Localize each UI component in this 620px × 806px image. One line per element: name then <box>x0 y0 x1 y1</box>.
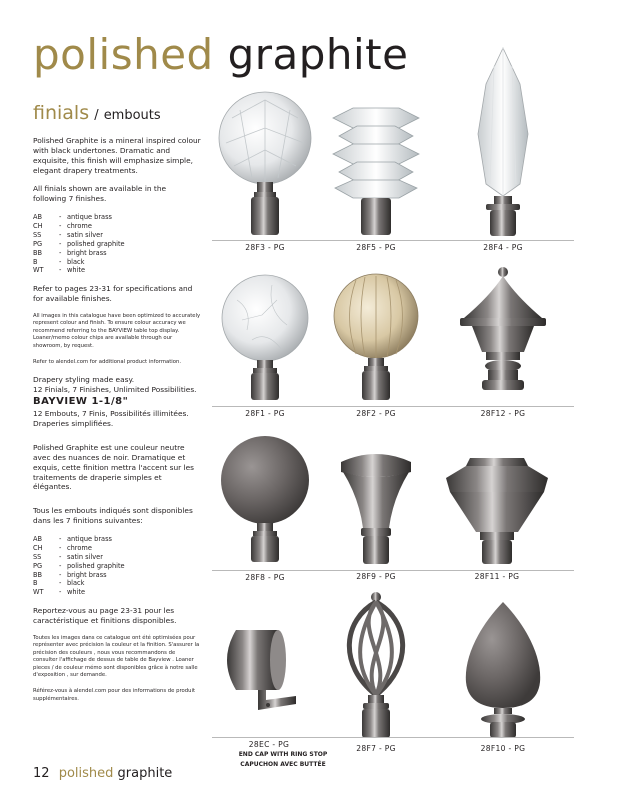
bell-cap-finial-image <box>323 448 429 566</box>
finish-row: BB - bright brass <box>33 570 107 579</box>
crystal-teardrop-finial-image <box>450 44 556 240</box>
product-28f3 <box>212 88 318 258</box>
spiral-cage-finial-image <box>323 590 429 740</box>
finish-list-fr <box>33 535 201 597</box>
finish-row: WT - white <box>33 588 86 597</box>
page-title <box>33 30 409 79</box>
intro-fr: Polished Graphite est une couleur neutre avec des nuances de noir. Dramatique et exquis, cette finition mettra l'accent sur les traitements de draperie simples et élégantes. <box>33 443 195 492</box>
availability-fr: Tous les embouts indiqués sont disponibles dans les 7 finitions suivantes: <box>33 506 193 526</box>
title-word-graphite: graphite <box>227 30 409 79</box>
title-word-polished: polished <box>33 30 214 79</box>
product-28f8 <box>212 430 318 585</box>
tagline-line2: 12 Finials, 7 Finishes, Unlimited Possibilities. <box>33 385 197 395</box>
finish-row: CH - chrome <box>33 221 92 230</box>
product-28f5 <box>323 88 429 258</box>
refer-web-en: Refer to alendel.com for additional product information. <box>33 359 182 366</box>
product-code: 28F9 - PG <box>356 572 396 581</box>
crackle-glass-ball-finial-image <box>212 270 318 402</box>
ribbed-amber-glass-finial-image <box>323 270 429 402</box>
graphite-ball-finial-image <box>212 430 318 566</box>
tagline-fr-line1: 12 Embouts, 7 Finis, Possibilités illimitées. <box>33 409 189 419</box>
finish-row: WT - white <box>33 266 86 275</box>
row-divider <box>212 240 574 241</box>
finish-row: BB - bright brass <box>33 248 107 257</box>
finish-row: CH - chrome <box>33 543 92 552</box>
product-desc-fr: CAPUCHON AVEC BUTTÉE <box>240 761 326 768</box>
refer-en: Refer to pages 23-31 for specifications and for available finishes. <box>33 284 193 304</box>
product-28f11 <box>440 448 554 585</box>
fine-print-en: All images in this catalogue have been optimized to accurately represent colour and finish. To ensure colour accuracy we recommend referring to the BAYVIEW table top display. Loaner/memo colour chips are available through our showroom, by request. <box>33 312 201 349</box>
row-divider <box>212 570 574 571</box>
tagline-line1: Drapery styling made easy. <box>33 375 135 385</box>
product-28f7 <box>323 590 429 760</box>
product-code: 28F1 - PG <box>245 409 285 418</box>
finish-row: B - black <box>33 579 85 588</box>
page-footer <box>33 766 172 781</box>
availability-en: All finials shown are available in the following 7 finishes. <box>33 184 167 204</box>
footer-word-polished: polished <box>58 766 114 781</box>
subtitle-separator: / <box>94 108 99 123</box>
product-code: 28F10 - PG <box>480 744 526 753</box>
product-code: 28F12 - PG <box>480 409 526 418</box>
product-28f1 <box>212 270 318 420</box>
refer-web-fr: Référez-vous à alendel.com pour des informations de produit supplémentaires. <box>33 688 196 702</box>
product-code: 28F7 - PG <box>356 744 396 753</box>
tagline-fr-line2: Draperies simplifiées. <box>33 419 114 429</box>
finish-row: PG - polished graphite <box>33 561 125 570</box>
metal-urn-finial-image <box>450 266 556 402</box>
subtitle-embouts: embouts <box>103 108 161 123</box>
product-code: 28F2 - PG <box>356 409 396 418</box>
stacked-crystal-finial-image <box>323 88 429 238</box>
refer-fr: Reportez-vous au page 23-31 pour les caractéristique et finitions disponibles. <box>33 606 177 626</box>
product-desc-en: END CAP WITH RING STOP <box>238 751 328 758</box>
product-28f2 <box>323 270 429 420</box>
left-text-column <box>33 136 201 712</box>
product-code: 28F11 - PG <box>474 572 520 581</box>
footer-word-graphite: graphite <box>117 766 173 781</box>
product-28f10 <box>450 598 556 760</box>
square-pyramid-finial-image <box>440 448 554 566</box>
finish-row: AB - antique brass <box>33 213 112 222</box>
subtitle-finials: finials <box>33 102 90 124</box>
section-subtitle <box>33 104 161 123</box>
fine-print-fr: Toutes les images dans ce catalogue ont été optimisées pour représenter avec précision la couleur et la finition. S'assurer la précision des couleurs , nous vous recommandons de consulter l'affichage de dessus de table de Bayview . Loaner pieces / de couleur mémo sont disponibles grâce à notre salle d'exposition , sur demande. <box>33 634 200 678</box>
row-divider <box>212 737 574 738</box>
faceted-crystal-ball-finial-image <box>212 88 318 238</box>
product-28f4 <box>450 44 556 258</box>
finish-row: PG - polished graphite <box>33 239 125 248</box>
product-code: 28F5 - PG <box>356 243 396 252</box>
graphite-teardrop-finial-image <box>450 598 556 740</box>
finish-row: B - black <box>33 257 85 266</box>
finish-row: SS - satin silver <box>33 230 103 239</box>
intro-en: Polished Graphite is a mineral inspired colour with black undertones. Dramatic and exquisite, this finish will emphasize simple, elegant drapery treatments. <box>33 136 201 175</box>
row-divider <box>212 406 574 407</box>
finish-list-en <box>33 213 201 275</box>
end-cap-ring-stop-image <box>206 600 312 730</box>
product-code: 28F3 - PG <box>245 243 285 252</box>
product-code: 28F8 - PG <box>245 573 285 582</box>
finish-row: AB - antique brass <box>33 535 112 543</box>
product-28f9 <box>323 448 429 585</box>
product-28f12 <box>450 266 556 420</box>
page-number: 12 <box>33 766 50 781</box>
product-code: 28F4 - PG <box>483 243 523 252</box>
bayview-heading: BAYVIEW 1-1/8" <box>33 396 129 408</box>
product-code: 28EC - PG <box>248 740 290 749</box>
finish-row: SS - satin silver <box>33 552 103 561</box>
